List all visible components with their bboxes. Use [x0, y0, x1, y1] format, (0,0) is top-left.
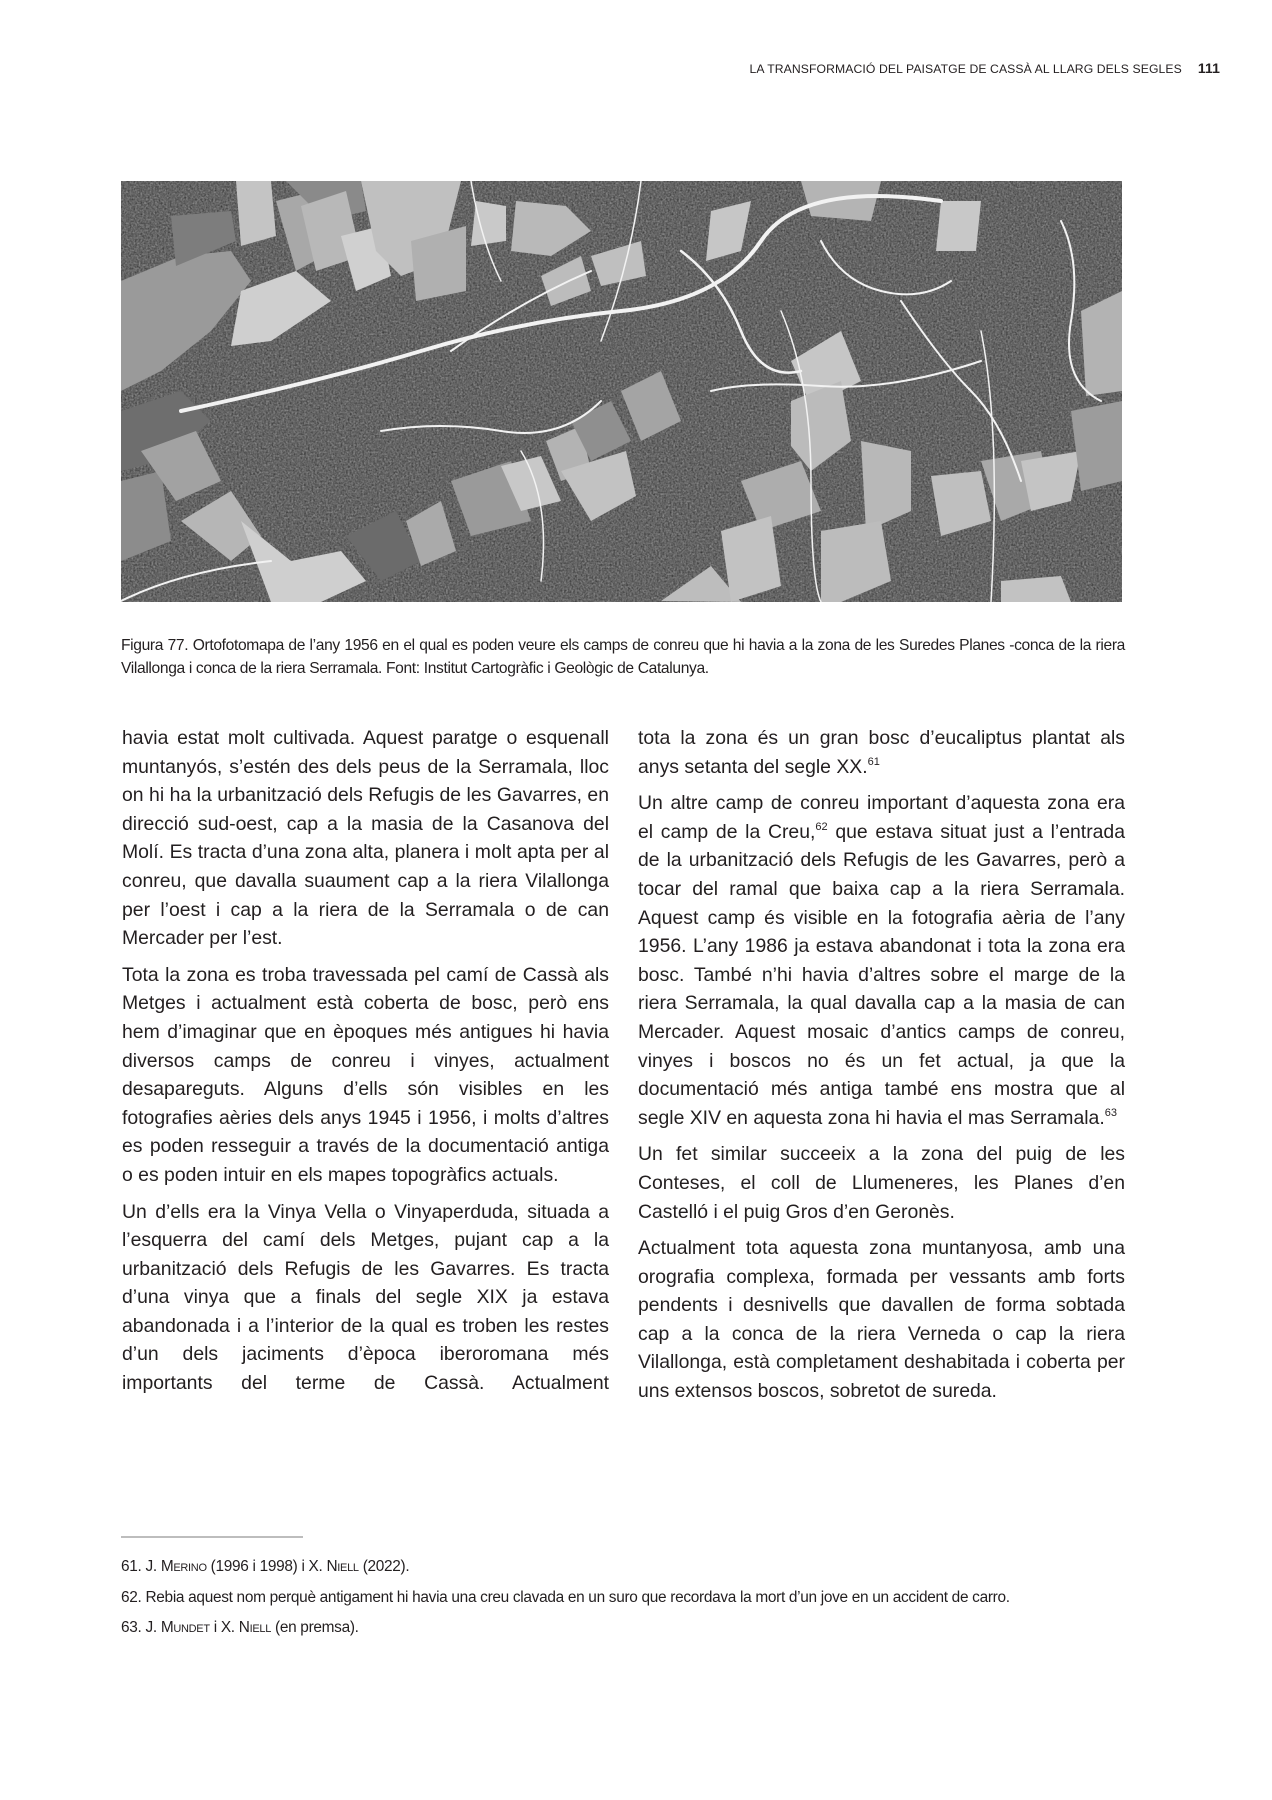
figure-caption: Figura 77. Ortofotomapa de l’any 1956 en el qual es poden veure els camps de conreu que hi havia a la zona de les Suredes Planes -conca de la riera Vilallonga i conca de la riera Serramala. Font: Institut Cartogràfic i Geològic de Catalunya.	[121, 636, 1125, 677]
page-number: 111	[1197, 60, 1220, 76]
paragraph-text: Un altre camp de conreu important d’aquesta zona era el camp de la Creu,	[638, 792, 1125, 843]
paragraph: havia estat molt cultivada. Aquest paratge o esquenall muntanyós, s’estén des dels peus de la Serramala, lloc on hi ha la urbanització dels Refugis de les Gavarres, en direcció sud-oest, cap a la masia de la Casanova del Molí. Es tracta d’una zona alta, planera i molt apta per al conreu, que davalla suaument cap a la riera Vilallonga per l’oest i cap a la riera de la Serramala o de can Mercader per l’est.	[122, 727, 609, 950]
author-name: Niell	[326, 1558, 359, 1575]
running-title: LA TRANSFORMACIÓ DEL PAISATGE DE CASSÀ AL LLARG DELS SEGLES	[749, 62, 1182, 76]
footnote-ref-61[interactable]: 61	[867, 755, 880, 768]
orthophoto-image	[121, 181, 1122, 602]
right-column	[638, 724, 1125, 1414]
paragraph	[638, 789, 1125, 1132]
paragraph: Tota la zona es troba travessada pel camí de Cassà als Metges i actualment està coberta de bosc, però ens hem d’imaginar que en èpoques més antigues hi havia diversos camps de conreu i vinyes, actualment desapareguts. Alguns d’ells són visibles en les fotografies aèries dels anys 1945 i 1956, i molts d’altres es poden resseguir a través de la documentació antiga o es poden intuir en els mapes topogràfics actuals.	[122, 963, 609, 1186]
footnote-separator	[121, 1536, 303, 1538]
running-header	[750, 60, 1221, 76]
paragraph: Actualment tota aquesta zona muntanyosa, amb una orografia complexa, formada per vessants amb forts pendents i desnivells que davallen de forma sobtada cap a la conca de la riera Verneda o cap la riera Vilallonga, està completament deshabitada i coberta per uns extensos boscos, sobretot de sureda.	[638, 1237, 1125, 1403]
footnote-ref-62[interactable]: 62	[815, 820, 828, 833]
left-column	[122, 724, 609, 1406]
paragraph: Un d’ells era la Vinya Vella o Vinyaperduda, situada a l’esquerra del camí dels Metges, pujant cap a la urbanització dels Refugis de les Gavarres. Es tracta d’una vinya que a finals del segle XIX ja estava abandonada i a l’interior de la qual es troben les restes d’un dels jaciments d’època iberoromana més importants del terme de Cassà. Actualment	[122, 1200, 609, 1395]
paragraph	[638, 724, 1125, 781]
author-name: Niell	[238, 1619, 272, 1636]
paragraph-text: que estava situat just a l’entrada de la urbanització dels Refugis de les Gavarres, però a tocar del ramal que baixa cap a la riera Serramala. Aquest camp és visible en la fotografia aèria de l’any 1956. L’any 1986 ja estava abandonat i tota la zona era bosc. També n’hi havia d’altres sobre el marge de la riera Serramala, la qual davalla cap a la masia de can Mercader. Aquest mosaic d’antics camps de conreu, vinyes i boscos no és un fet actual, ja que la documentació més antiga també ens mostra que al segle XIV en aquesta zona hi havia el mas Serramala.	[638, 820, 1125, 1129]
footnote-62: 62. Rebia aquest nom perquè antigament hi havia una creu clavada en un suro que recordava la mort d’un jove en un accident de carro.	[121, 1588, 1010, 1606]
paragraph-text: tota la zona és un gran bosc d’eucaliptus plantat als anys setanta del segle XX.	[638, 727, 1125, 778]
footnote-ref-63[interactable]: 63	[1104, 1106, 1117, 1119]
paragraph: Un fet similar succeeix a la zona del puig de les Conteses, el coll de Llumeneres, les Planes d’en Castelló i el puig Gros d’en Geronès.	[638, 1143, 1125, 1223]
footnote-63: 63. J. Mundet i X. Niell (en premsa).	[121, 1619, 359, 1636]
aerial-orthophoto	[121, 181, 1122, 602]
author-name: Mundet	[160, 1619, 210, 1636]
footnote-61: 61. J. Merino (1996 i 1998) i X. Niell (2022).	[121, 1558, 410, 1575]
author-name: Merino	[160, 1558, 207, 1575]
footnotes	[121, 1555, 1125, 1647]
